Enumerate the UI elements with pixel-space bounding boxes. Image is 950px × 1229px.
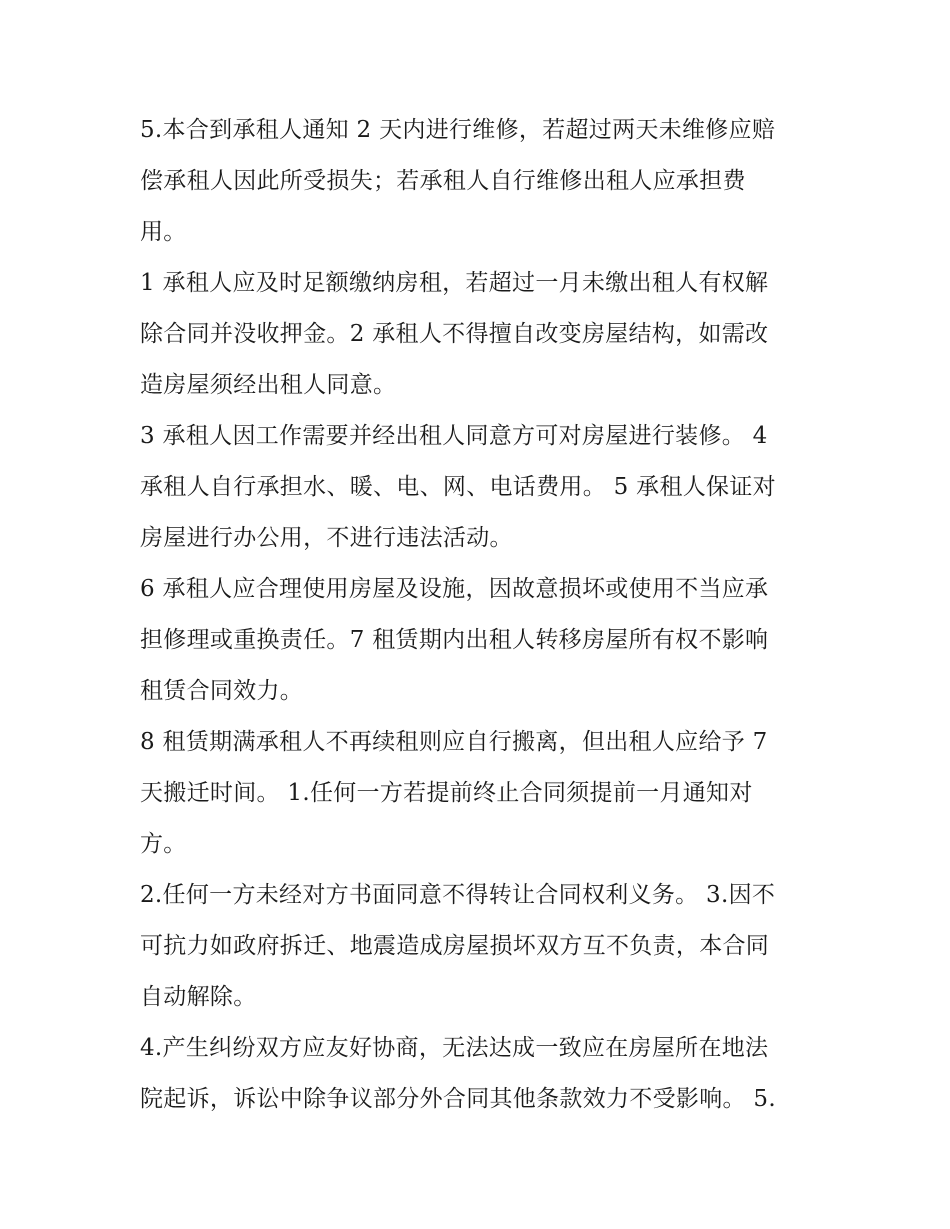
text-line: 方。 (140, 831, 187, 857)
text-line: 院起诉，诉讼中除争议部分外合同其他条款效力不受影响。 5. (140, 1086, 776, 1112)
paragraph-renovation-clause (140, 411, 820, 564)
text-line: 承租人自行承担水、暖、电、网、电话费用。 5 承租人保证对 (140, 474, 776, 500)
text-line: 除合同并没收押金。2 承租人不得擅自改变房屋结构，如需改 (140, 321, 769, 347)
paragraph-lease-end-clause (140, 717, 820, 870)
text-line: 3 承租人因工作需要并经出租人同意方可对房屋进行装修。 4 (140, 423, 768, 449)
paragraph-dispute-clause (140, 1023, 820, 1125)
text-line: 天搬迁时间。 1.任何一方若提前终止合同须提前一月通知对 (140, 780, 753, 806)
text-line: 4.产生纠纷双方应友好协商，无法达成一致应在房屋所在地法 (140, 1035, 769, 1061)
paragraph-usage-clause (140, 564, 820, 717)
text-line: 可抗力如政府拆迁、地震造成房屋损坏双方互不负责，本合同 (140, 933, 770, 959)
text-line: 8 租赁期满承租人不再续租则应自行搬离，但出租人应给予 7 (140, 729, 768, 755)
text-line: 用。 (140, 219, 187, 245)
text-line: 2.任何一方未经对方书面同意不得转让合同权利义务。 3.因不 (140, 882, 776, 908)
text-line: 6 承租人应合理使用房屋及设施，因故意损坏或使用不当应承 (140, 576, 769, 602)
text-line: 造房屋须经出租人同意。 (140, 372, 397, 398)
document-body (140, 105, 820, 1125)
text-line: 租赁合同效力。 (140, 678, 304, 704)
paragraph-rent-payment-clause (140, 258, 820, 411)
text-line: 偿承租人因此所受损失；若承租人自行维修出租人应承担费 (140, 168, 746, 194)
text-line: 房屋进行办公用，不进行违法活动。 (140, 525, 513, 551)
text-line: 自动解除。 (140, 984, 257, 1010)
text-line: 1 承租人应及时足额缴纳房租，若超过一月未缴出租人有权解 (140, 270, 769, 296)
text-line: 5.本合到承租人通知 2 天内进行维修，若超过两天未维修应赔 (140, 117, 776, 143)
paragraph-transfer-clause (140, 870, 820, 1023)
text-line: 担修理或重换责任。7 租赁期内出租人转移房屋所有权不影响 (140, 627, 769, 653)
paragraph-repair-clause (140, 105, 820, 258)
